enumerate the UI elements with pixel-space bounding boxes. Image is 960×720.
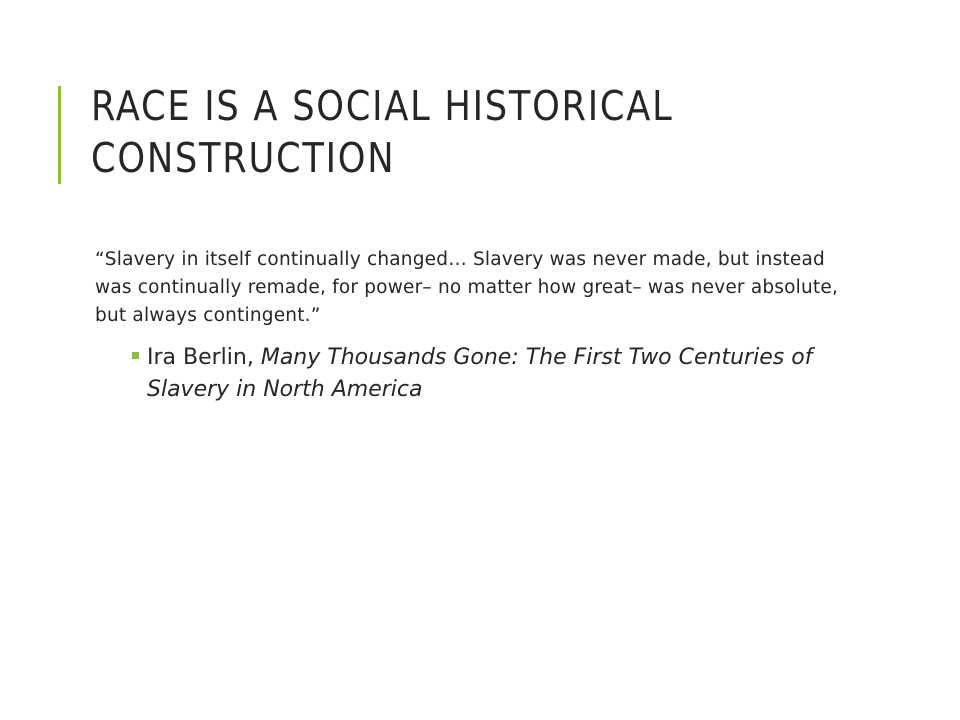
- slide-title: RACE IS A SOCIAL HISTORICAL CONSTRUCTION: [91, 82, 674, 182]
- citation-text: [147, 342, 832, 406]
- citation-work-title: Many Thousands Gone: The First Two Centuries of Slavery in North America: [147, 345, 813, 402]
- citation-author: Ira Berlin,: [147, 345, 254, 370]
- square-bullet-icon: [132, 352, 139, 359]
- quote-text: “Slavery in itself continually changed… Slavery was never made, but instead was continually remade, for power– no matter how great– was never absolute, but always contingent.”: [95, 249, 839, 326]
- citation-bullet: [132, 342, 832, 406]
- title-accent-bar: [58, 86, 61, 184]
